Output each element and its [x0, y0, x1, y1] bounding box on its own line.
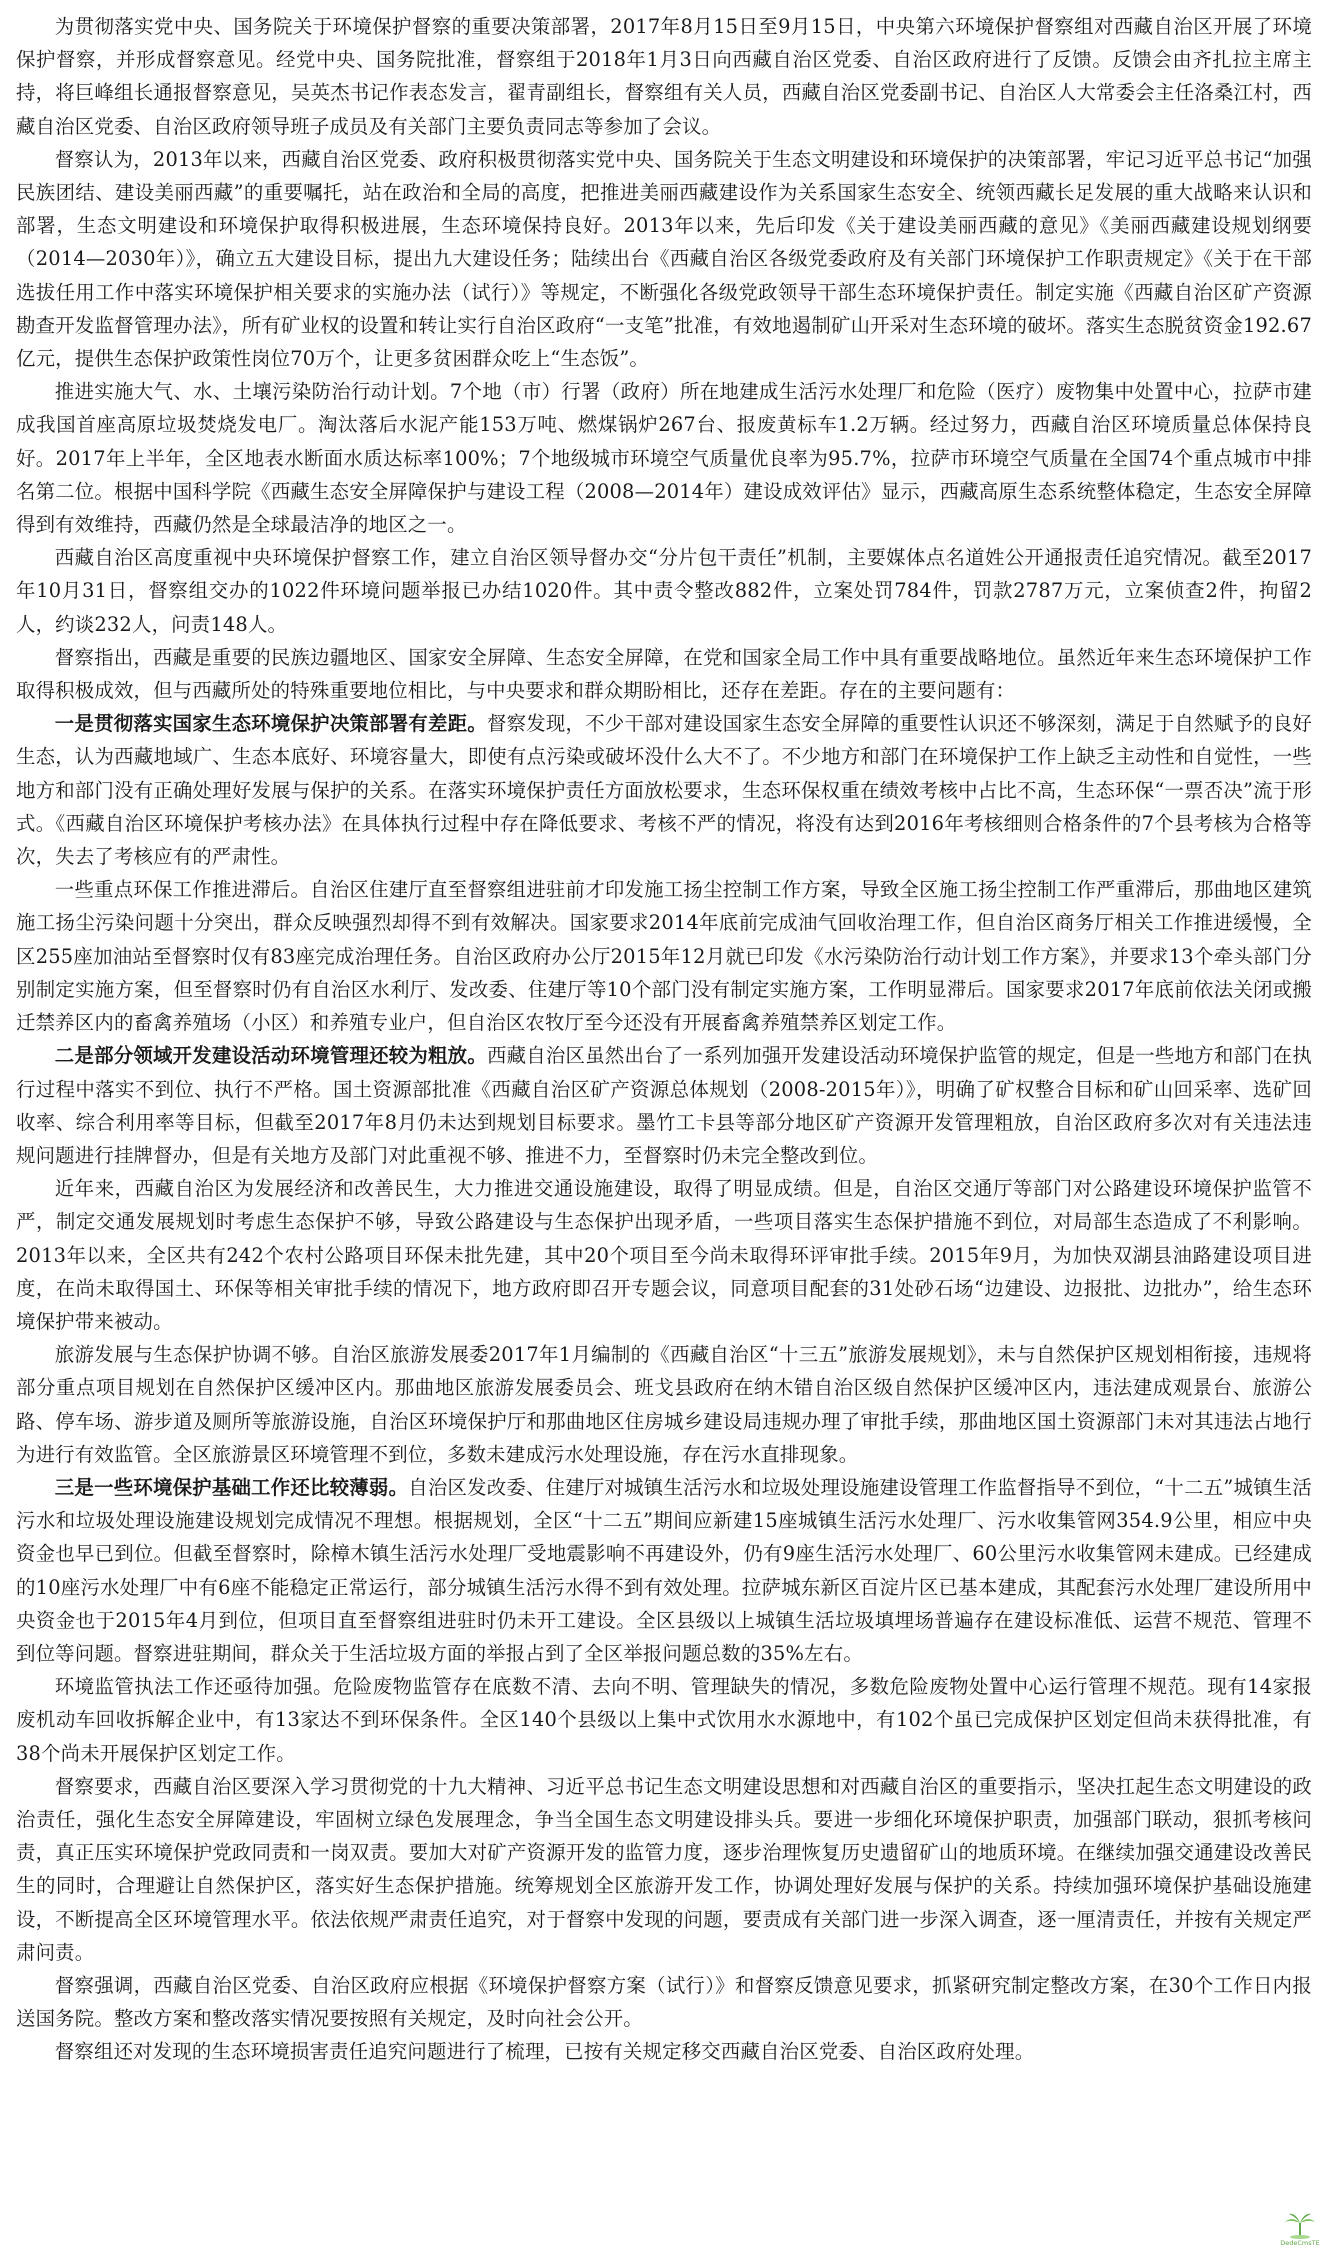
- paragraph: [16, 707, 1312, 873]
- paragraph-text: 督察指出，西藏是重要的民族边疆地区、国家安全屏障、生态安全屏障，在党和国家全局工作中具有重要战略地位。虽然近年来生态环境保护工作取得积极成效，但与西藏所处的特殊重要地位相比，与中央要求和群众期盼相比，还存在差距。存在的主要问题有：: [16, 645, 1312, 703]
- paragraph: [16, 873, 1312, 1039]
- paragraph-text: 为贯彻落实党中央、国务院关于环境保护督察的重要决策部署，2017年8月15日至9月15日，中央第六环境保护督察组对西藏自治区开展了环境保护督察，并形成督察意见。经党中央、国务院批准，督察组于2018年1月3日向西藏自治区党委、自治区政府进行了反馈。反馈会由齐扎拉主席主持，将巨峰组长通报督察意见，吴英杰书记作表态发言，翟青副组长，督察组有关人员，西藏自治区党委副书记、自治区人大常委会主任洛桑江村，西藏自治区党委、自治区政府领导班子成员及有关部门主要负责同志等参加了会议。: [16, 15, 1312, 138]
- paragraph: [16, 1172, 1312, 1338]
- paragraph: [16, 1670, 1312, 1770]
- paragraph: [16, 1471, 1312, 1670]
- paragraph: [16, 541, 1312, 641]
- watermark-logo: [1280, 2211, 1320, 2247]
- section-lead-3: 三是一些环境保护基础工作还比较薄弱。: [54, 1475, 409, 1499]
- paragraph: [16, 375, 1312, 541]
- paragraph-text: 环境监管执法工作还亟待加强。危险废物监管存在底数不清、去向不明、管理缺失的情况，多数危险废物处置中心运行管理不规范。现有14家报废机动车回收拆解企业中，有13家达不到环保条件。全区140个县级以上集中式饮用水水源地中，有102个虽已完成保护区划定但尚未获得批准，有38个尚未开展保护区划定工作。: [16, 1675, 1312, 1765]
- paragraph-text: 督察强调，西藏自治区党委、自治区政府应根据《环境保护督察方案（试行）》和督察反馈意见要求，抓紧研究制定整改方案，在30个工作日内报送国务院。整改方案和整改落实情况要按照有关规定，及时向社会公开。: [16, 1973, 1312, 2031]
- article-body: [16, 10, 1312, 2069]
- paragraph-text: 自治区发改委、住建厅对城镇生活污水和垃圾处理设施建设管理工作监督指导不到位，“十二五”城镇生活污水和垃圾处理设施建设规划完成情况不理想。根据规划，全区“十二五”期间应新建15座城镇生活污水处理厂、污水收集管网354.9公里，相应中央资金也早已到位。但截至督察时，除樟木镇生活污水处理厂受地震影响不再建设外，仍有9座生活污水处理厂、60公里污水收集管网未建成。已经建成的10座污水处理厂中有6座不能稳定正常运行，部分城镇生活污水得不到有效处理。拉萨城东新区百淀片区已基本建成，其配套污水处理厂建设所用中央资金也于2015年4月到位，但项目直至督察组进驻时仍未开工建设。全区县级以上城镇生活垃圾填埋场普遍存在建设标准低、运营不规范、管理不到位等问题。督察进驻期间，群众关于生活垃圾方面的举报占到了全区举报问题总数的35%左右。: [16, 1475, 1312, 1665]
- palm-tree-icon: [1280, 2211, 1320, 2239]
- paragraph: [16, 10, 1312, 143]
- paragraph: [16, 1039, 1312, 1172]
- paragraph: [16, 1338, 1312, 1471]
- paragraph-text: 近年来，西藏自治区为发展经济和改善民生，大力推进交通设施建设，取得了明显成绩。但是，自治区交通厅等部门对公路建设环境保护监管不严，制定交通发展规划时考虑生态保护不够，导致公路建设与生态保护出现矛盾，一些项目落实生态保护措施不到位，对局部生态造成了不利影响。2013年以来，全区共有242个农村公路项目环保未批先建，其中20个项目至今尚未取得环评审批手续。2015年9月，为加快双湖县油路建设项目进度，在尚未取得国土、环保等相关审批手续的情况下，地方政府即召开专题会议，同意项目配套的31处砂石场“边建设、边报批、边批办”，给生态环境保护带来被动。: [16, 1177, 1312, 1333]
- paragraph-text: 推进实施大气、水、土壤污染防治行动计划。7个地（市）行署（政府）所在地建成生活污水处理厂和危险（医疗）废物集中处置中心，拉萨市建成我国首座高原垃圾焚烧发电厂。淘汰落后水泥产能153万吨、燃煤锅炉267台、报废黄标车1.2万辆。经过努力，西藏自治区环境质量总体保持良好。2017年上半年，全区地表水断面水质达标率100%；7个地级城市环境空气质量优良率为95.7%，拉萨市环境空气质量在全国74个重点城市中排名第二位。根据中国科学院《西藏生态安全屏障保护与建设工程（2008—2014年）建设成效评估》显示，西藏高原生态系统整体稳定，生态安全屏障得到有效维持，西藏仍然是全球最洁净的地区之一。: [16, 380, 1312, 537]
- paragraph: [16, 1969, 1312, 2035]
- paragraph-text: 督察认为，2013年以来，西藏自治区党委、政府积极贯彻落实党中央、国务院关于生态文明建设和环境保护的决策部署，牢记习近平总书记“加强民族团结、建设美丽西藏”的重要嘱托，站在政治和全局的高度，把推进美丽西藏建设作为关系国家生态安全、统领西藏长足发展的重大战略来认识和部署，生态文明建设和环境保护取得积极进展，生态环境保持良好。2013年以来，先后印发《关于建设美丽西藏的意见》《美丽西藏建设规划纲要（2014—2030年）》，确立五大建设目标，提出九大建设任务；陆续出台《西藏自治区各级党委政府及有关部门环境保护工作职责规定》《关于在干部选拔任用工作中落实环境保护相关要求的实施办法（试行）》等规定，不断强化各级党政领导干部生态环境保护责任。制定实施《西藏自治区矿产资源勘查开发监督管理办法》，所有矿业权的设置和转让实行自治区政府“一支笔”批准，有效地遏制矿山开采对生态环境的破坏。落实生态脱贫资金192.67亿元，提供生态保护政策性岗位70万个，让更多贫困群众吃上“生态饭”。: [16, 147, 1312, 371]
- paragraph-text: 一些重点环保工作推进滞后。自治区住建厅直至督察组进驻前才印发施工扬尘控制工作方案，导致全区施工扬尘控制工作严重滞后，那曲地区建筑施工扬尘污染问题十分突出，群众反映强烈却得不到有效解决。国家要求2014年底前完成油气回收治理工作，但自治区商务厅相关工作推进缓慢，全区255座加油站至督察时仅有83座完成治理任务。自治区政府办公厅2015年12月就已印发《水污染防治行动计划工作方案》，并要求13个牵头部门分别制定实施方案，但至督察时仍有自治区水利厅、发改委、住建厅等10个部门没有制定实施方案，工作明显滞后。国家要求2017年底前依法关闭或搬迁禁养区内的畜禽养殖场（小区）和养殖专业户，但自治区农牧厅至今还没有开展畜禽养殖禁养区划定工作。: [16, 878, 1312, 1035]
- paragraph: [16, 2035, 1312, 2068]
- paragraph-text: 旅游发展与生态保护协调不够。自治区旅游发展委2017年1月编制的《西藏自治区“十三五”旅游发展规划》，未与自然保护区规划相衔接，违规将部分重点项目规划在自然保护区缓冲区内。那曲地区旅游发展委员会、班戈县政府在纳木错自治区级自然保护区缓冲区内，违法建成观景台、旅游公路、停车场、游步道及厕所等旅游设施，自治区环境保护厅和那曲地区住房城乡建设局违规办理了审批手续，那曲地区国土资源部门未对其违法占地行为进行有效监管。全区旅游景区环境管理不到位，多数未建成污水处理设施，存在污水直排现象。: [16, 1343, 1312, 1466]
- paragraph-text: 督察要求，西藏自治区要深入学习贯彻党的十九大精神、习近平总书记生态文明建设思想和对西藏自治区的重要指示，坚决扛起生态文明建设的政治责任，强化生态安全屏障建设，牢固树立绿色发展理念，争当全国生态文明建设排头兵。要进一步细化环境保护职责，加强部门联动，狠抓考核问责，真正压实环境保护党政同责和一岗双责。要加大对矿产资源开发的监管力度，逐步治理恢复历史遗留矿山的地质环境。在继续加强交通建设改善民生的同时，合理避让自然保护区，落实好生态保护措施。统筹规划全区旅游开发工作，协调处理好发展与保护的关系。持续加强环境保护基础设施建设，不断提高全区环境管理水平。依法依规严肃责任追究，对于督察中发现的问题，要责成有关部门进一步深入调查，逐一厘清责任，并按有关规定严肃问责。: [16, 1774, 1312, 1964]
- paragraph-text: 督察组还对发现的生态环境损害责任追究问题进行了梳理，已按有关规定移交西藏自治区党委、自治区政府处理。: [54, 2040, 1035, 2064]
- section-lead-1: 一是贯彻落实国家生态环境保护决策部署有差距。: [54, 712, 487, 736]
- paragraph: [16, 641, 1312, 707]
- paragraph-text: 督察发现，不少干部对建设国家生态安全屏障的重要性认识还不够深刻，满足于自然赋予的良好生态，认为西藏地域广、生态本底好、环境容量大，即使有点污染或破坏没什么大不了。不少地方和部门在环境保护工作上缺乏主动性和自觉性，一些地方和部门没有正确处理好发展与保护的关系。在落实环境保护责任方面放松要求，生态环保权重在绩效考核中占比不高，生态环保“一票否决”流于形式。《西藏自治区环境保护考核办法》在具体执行过程中存在降低要求、考核不严的情况，将没有达到2016年考核细则合格条件的7个县考核为合格等次，失去了考核应有的严肃性。: [16, 712, 1312, 869]
- paragraph-text: 西藏自治区高度重视中央环境保护督察工作，建立自治区领导督办交“分片包干责任”机制，主要媒体点名道姓公开通报责任追究情况。截至2017年10月31日，督察组交办的1022件环境问题举报已办结1020件。其中责令整改882件，立案处罚784件，罚款2787万元，立案侦查2件，拘留2人，约谈232人，问责148人。: [16, 546, 1312, 636]
- paragraph-text: 西藏自治区虽然出台了一系列加强开发建设活动环境保护监管的规定，但是一些地方和部门在执行过程中落实不到位、执行不严格。国土资源部批准《西藏自治区矿产资源总体规划（2008-2015年）》，明确了矿权整合目标和矿山回采率、选矿回收率、综合利用率等目标，但截至2017年8月仍未达到规划目标要求。墨竹工卡县等部分地区矿产资源开发管理粗放，自治区政府多次对有关违法违规问题进行挂牌督办，但是有关地方及部门对此重视不够、推进不力，至督察时仍未完全整改到位。: [16, 1044, 1312, 1167]
- watermark-text: DedeCmsTE: [1280, 2239, 1320, 2247]
- paragraph: [16, 1770, 1312, 1969]
- section-lead-2: 二是部分领域开发建设活动环境管理还较为粗放。: [54, 1044, 487, 1068]
- paragraph: [16, 143, 1312, 375]
